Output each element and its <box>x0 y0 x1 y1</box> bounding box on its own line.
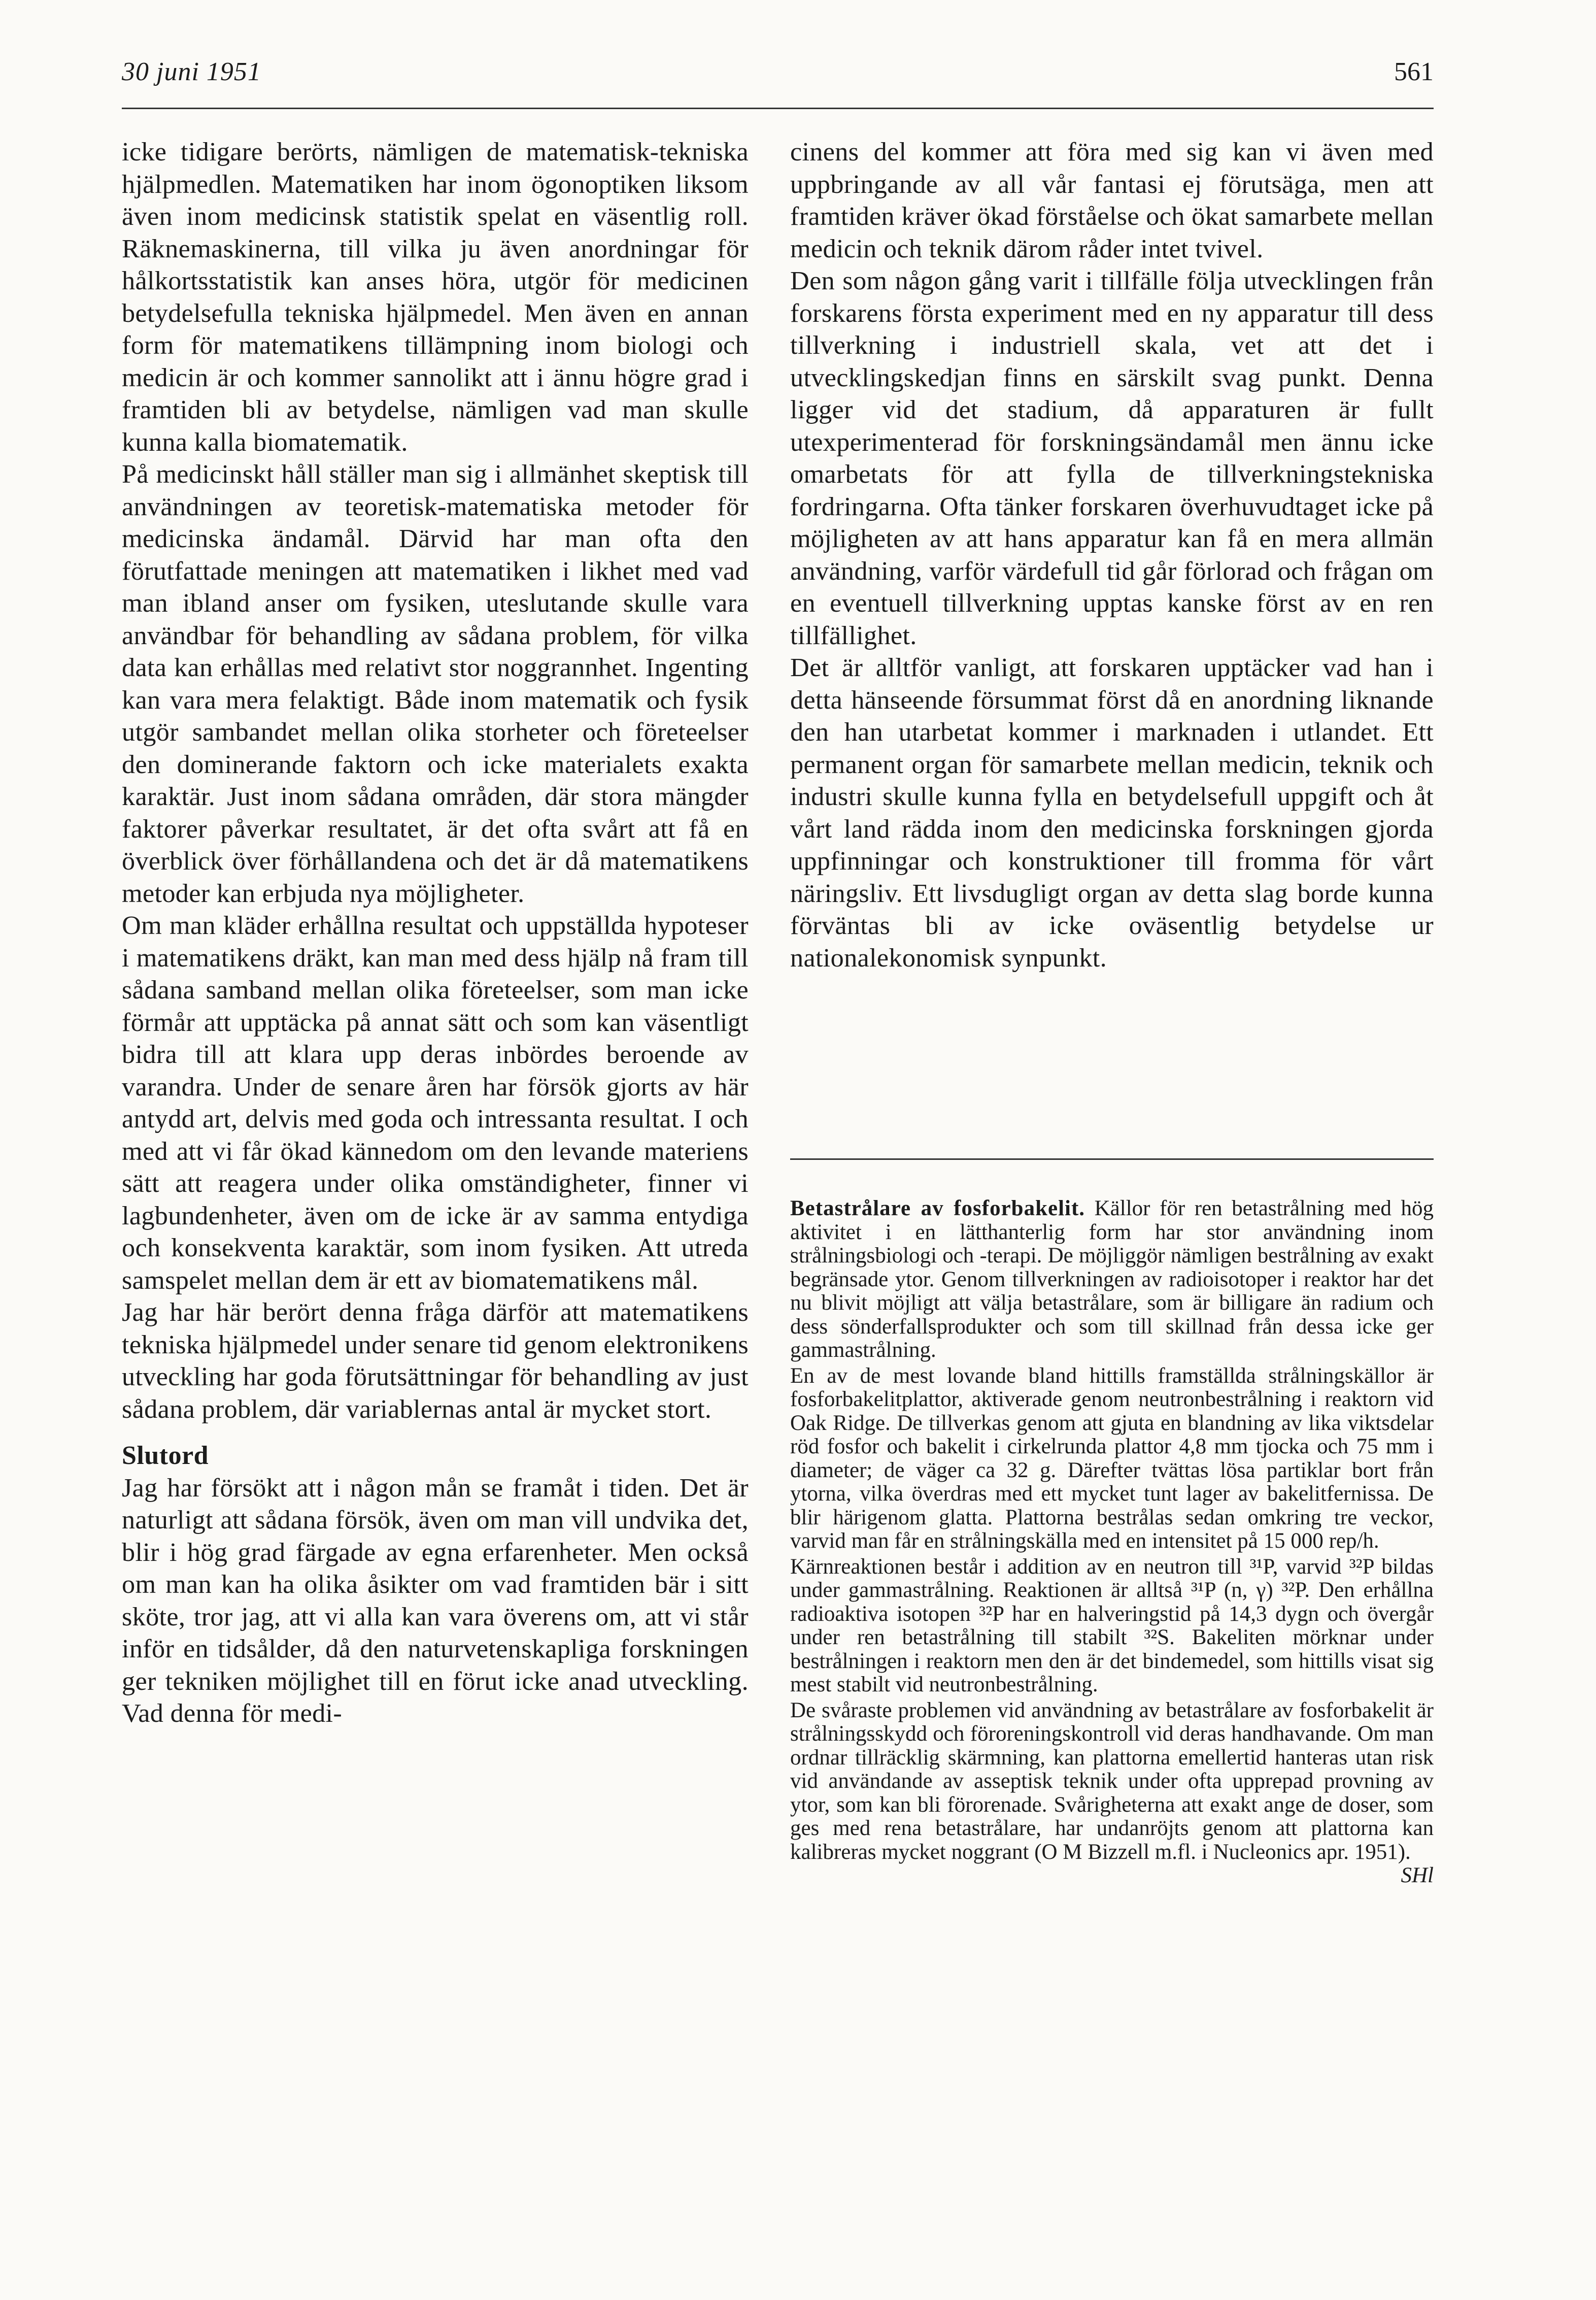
note-paragraph <box>790 1698 1434 1887</box>
page-number: 561 <box>1394 57 1434 86</box>
paragraph: icke tidigare berörts, nämligen de matematisk-tekniska hjälpmedlen. Matematiken har inom ögonoptiken liksom även inom medicinsk statistik spelat en väsentlig roll. Räknemaskinerna, till vilka ju även anordningar för hålkortsstatistik kan anses höra, utgör för medicinen betydelsefulla tekniska hjälpmedel. Men även en annan form för matematikens tillämpning inom biologi och medicin är och kommer sannolikt att i ännu högre grad i framtiden bli av betydelse, nämligen vad man skulle kunna kalla biomatematik. <box>122 137 749 457</box>
note-paragraph: En av de mest lovande bland hittills framställda strålningskällor är fosforbakelitplattor, aktiverade genom neutronbestrålning i reaktorn vid Oak Ridge. De tillverkas genom att gjuta en blandning av lika viktsdelar röd fosfor och bakelit i cirkelrunda plattor 4,8 mm tjocka och 75 mm i diameter; de väger ca 32 g. Därefter tvättas lösa partiklar bort från ytorna, vilka överdras med ett mycket tunt lager av bakelitfernissa. De blir härigenom glatta. Plattorna bestrålas sedan omkring tre veckor, varvid man får en strålningskälla med en intensitet på 15 000 rep/h. <box>790 1363 1434 1553</box>
note-signature: SHl <box>1401 1863 1434 1887</box>
right-column <box>790 136 1434 974</box>
header-rule <box>122 108 1434 109</box>
section-heading: Slutord <box>122 1441 209 1470</box>
note-paragraph: Kärnreaktionen består i addition av en neutron till ³¹P, varvid ³²P bildas under gammastrålning. Reaktionen är alltså ³¹P (n, γ) ³²P. Den erhållna radioaktiva isotopen ³²P har en halveringstid på 14,3 dygn och övergår under ren betastrålning till stabilt ³²S. Bakeliten mörknar under bestrålningen i reaktorn men den är det bindemedel, som hittills visat sig mest stabilt vid neutronbestrålning. <box>790 1554 1434 1696</box>
paragraph: cinens del kommer att föra med sig kan vi även med uppbringande av all vår fantasi ej förutsäga, men att framtiden kräver ökad förståelse och ökat samarbete mellan medicin och teknik därom råder intet tvivel. <box>790 137 1434 263</box>
paragraph: Jag har försökt att i någon mån se framåt i tiden. Det är naturligt att sådana försök, även om man vill undvika det, blir i hög grad färgade av egna erfarenheter. Men också om man kan ha olika åsikter om vad framtiden bär i sitt sköte, tror jag, att vi alla kan vara överens om, att vi står inför en tidsålder, då den naturvetenskapliga forskningen ger tekniken möjlighet till en förut icke anad utveckling. Vad denna för medi- <box>122 1473 749 1728</box>
paragraph: På medicinskt håll ställer man sig i allmänhet skeptisk till användningen av teoretisk-matematiska metoder för medicinska ändamål. Därvid har man ofta den förutfattade meningen att matematiken i likhet med vad man ibland anser om fysiken, uteslutande skulle vara användbar för behandling av sådana problem, för vilka data kan erhållas med relativt stor noggrannhet. Ingenting kan vara mera felaktigt. Både inom matematik och fysik utgör sambandet mellan olika storheter och företeelser den dominerande faktorn och icke materialets exakta karaktär. Just inom sådana områden, där stora mängder faktorer påverkar resultatet, är det ofta svårt att få en överblick över förhållandena och det är då matematikens metoder kan erbjuda nya möjligheter. <box>122 459 749 908</box>
note-paragraph <box>790 1197 1434 1362</box>
note-rule <box>790 1158 1434 1160</box>
left-column <box>122 136 749 1730</box>
paragraph: Den som någon gång varit i tillfälle följa utvecklingen från forskarens första experiment med en ny apparatur till dess tillverkning i industriell skala, vet att det i utvecklingskedjan finns en särskilt svag punkt. Denna ligger vid det stadium, då apparaturen är fullt utexperimenterad för forskningsändamål men ännu icke omarbetats för att fylla de tillverkningstekniska fordringarna. Ofta tänker forskaren överhuvudtaget icke på möjligheten av att hans apparatur kan få en mera allmän användning, varför värdefull tid går förlorad och frågan om en eventuell tillverkning upptas kanske först av en ren tillfällighet. <box>790 266 1434 650</box>
page-header <box>122 57 1434 108</box>
paragraph: Det är alltför vanligt, att forskaren upptäcker vad han i detta hänseende försummat först då en anordning liknande den han utarbetat kommer i marknaden i utlandet. Ett permanent organ för samarbete mellan medicin, teknik och industri skulle kunna fylla en betydelsefull uppgift och åt vårt land rädda inom den medicinska forskningen gjorda uppfinningar och konstruktioner till fromma för vårt näringsliv. Ett livsdugligt organ av detta slag borde kunna förväntas bli av icke oväsentlig betydelse ur nationalekonomisk synpunkt. <box>790 653 1434 973</box>
note-title: Betastrålare av fosforbakelit. <box>790 1196 1085 1220</box>
issue-date: 30 juni 1951 <box>122 57 261 86</box>
note-text: Källor för ren betastrålning med hög aktivitet i en lätthanterlig form har stor användning inom strålningsbiologi och -terapi. De möjliggör nämligen bestrålning av exakt begränsade ytor. Genom tillverkningen av radioisotoper i reaktor har det nu blivit möjligt att välja betastrålare, som är billigare än radium och dess sönderfallsprodukter och som till skillnad från dessa icke ger gammastrålning. <box>790 1196 1434 1362</box>
news-note <box>790 1197 1434 1888</box>
note-text: De svåraste problemen vid användning av betastrålare av fosforbakelit är strålningsskydd och föroreningskontroll vid deras handhavande. Om man ordnar tillräcklig skärmning, kan plattorna emellertid hanteras utan risk vid användande av asseptisk teknik under ofta upprepad provning av ytor, som kan bli förorenade. Svårigheterna att exakt ange de doser, som ges med rena betastrålare, har undanröjts genom att plattorna kan kalibreras mycket noggrant (O M Bizzell m.fl. i Nucleonics apr. 1951). <box>790 1698 1434 1864</box>
paragraph: Om man kläder erhållna resultat och uppställda hypoteser i matematikens dräkt, kan man med dess hjälp nå fram till sådana samband mellan olika företeelser, som man icke förmår att upptäcka på annat sätt och som kan väsentligt bidra till att klara upp deras inbördes beroende av varandra. Under de senare åren har försök gjorts av här antydd art, delvis med goda och intressanta resultat. I och med att vi får ökad kännedom om den levande materiens sätt att reagera under olika omständigheter, finner vi lagbundenheter, även om de icke är av samma entydiga och konsekventa karaktär, som inom fysiken. Att utreda samspelet mellan dem är ett av biomatematikens mål. <box>122 911 749 1295</box>
paragraph: Jag har här berört denna fråga därför att matematikens tekniska hjälpmedel under senare tid genom elektronikens utveckling har goda förutsättningar för behandling av just sådana problem, där variablernas antal är mycket stort. <box>122 1297 749 1424</box>
